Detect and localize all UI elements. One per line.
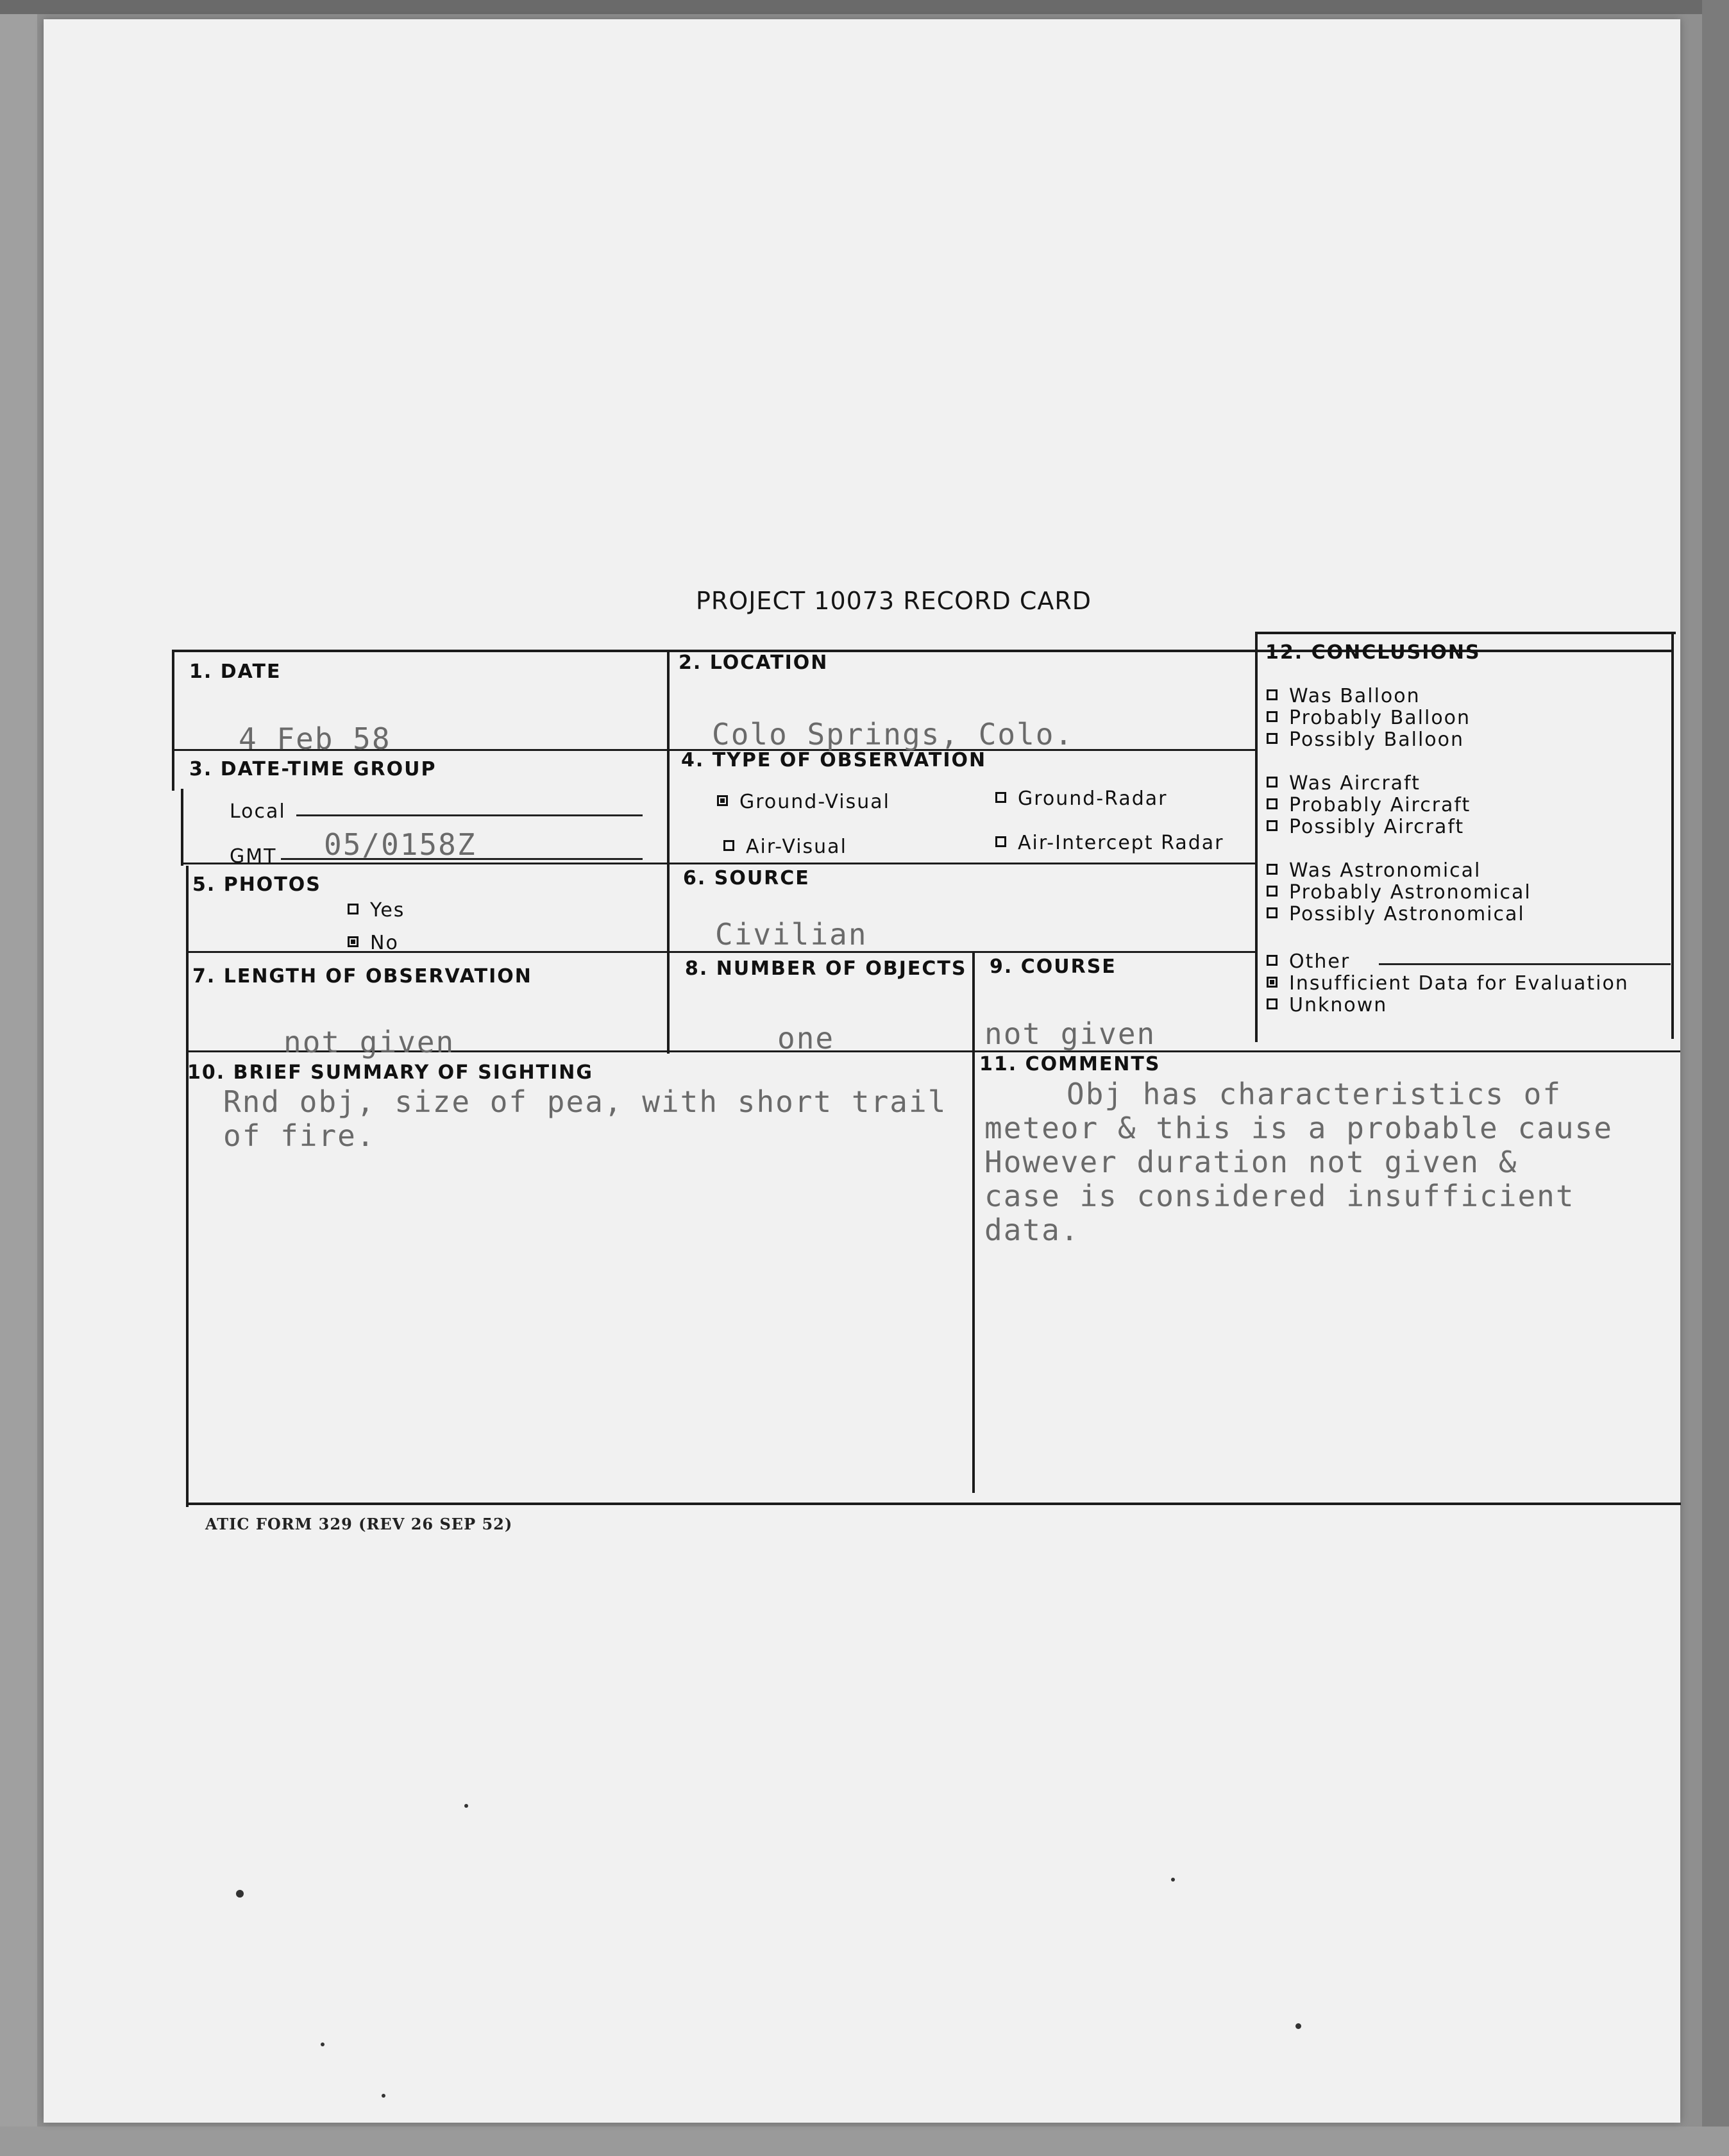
brief-summary-text [223, 1085, 947, 1153]
option-air-visual[interactable] [723, 836, 847, 858]
possibly-astronomical-checkbox[interactable] [1267, 907, 1278, 918]
air-visual-checkbox[interactable] [723, 840, 734, 851]
insufficient-data-checkbox[interactable] [1267, 977, 1278, 988]
conclusion-probably-astronomical[interactable] [1267, 881, 1531, 904]
comments-line-4: case is considered insufficient [984, 1179, 1575, 1213]
course-label: 9. COURSE [990, 956, 1117, 978]
location-value: Colo Springs, Colo. [712, 717, 1074, 752]
option-air-intercept-radar[interactable] [995, 832, 1224, 854]
photos-yes-checkbox[interactable] [348, 904, 358, 914]
other-checkbox[interactable] [1267, 955, 1278, 966]
probably-astronomical-checkbox[interactable] [1267, 886, 1278, 897]
number-of-objects-value: one [777, 1021, 835, 1056]
option-ground-radar[interactable] [995, 787, 1168, 810]
probably-balloon-label: Probably Balloon [1289, 707, 1471, 729]
air-intercept-radar-checkbox[interactable] [995, 836, 1006, 847]
date-time-group-label: 3. DATE-TIME GROUP [189, 758, 437, 780]
photos-label: 5. PHOTOS [192, 873, 321, 896]
scan-border-top [0, 0, 1729, 14]
conclusion-other[interactable] [1267, 950, 1350, 973]
comments-line-2: meteor & this is a probable cause [984, 1111, 1613, 1145]
divider-col1 [667, 650, 670, 1054]
source-label: 6. SOURCE [683, 867, 810, 889]
brief-summary-line-2: of fire. [223, 1118, 376, 1153]
local-label: Local [230, 800, 286, 823]
photos-yes-label: Yes [370, 899, 405, 922]
probably-astronomical-label: Probably Astronomical [1289, 881, 1531, 904]
comments-line-5: data. [984, 1213, 1080, 1247]
scan-border-left [0, 0, 37, 2156]
scan-speck [464, 1804, 468, 1808]
possibly-aircraft-checkbox[interactable] [1267, 820, 1278, 831]
conclusion-unknown[interactable] [1267, 994, 1387, 1016]
location-label: 2. LOCATION [679, 652, 829, 674]
other-line [1379, 963, 1671, 965]
scan-border-right [1702, 0, 1729, 2156]
conclusions-top-border [1255, 632, 1676, 634]
scan-speck [382, 2094, 385, 2098]
probably-balloon-checkbox[interactable] [1267, 711, 1278, 722]
conclusion-was-balloon[interactable] [1267, 685, 1421, 707]
form-bottom-border [188, 1503, 1681, 1505]
was-astronomical-label: Was Astronomical [1289, 859, 1481, 882]
scan-speck [1295, 2023, 1301, 2029]
option-photos-yes[interactable] [348, 899, 405, 922]
ground-visual-checkbox[interactable] [717, 795, 728, 806]
source-value: Civilian [715, 917, 868, 952]
was-balloon-checkbox[interactable] [1267, 689, 1278, 700]
ground-radar-checkbox[interactable] [995, 792, 1006, 803]
scan-border-bottom [0, 2127, 1729, 2156]
conclusion-insufficient-data[interactable] [1267, 972, 1629, 995]
length-of-observation-value: not given [283, 1025, 455, 1059]
option-photos-no[interactable] [348, 932, 399, 954]
brief-summary-line-1: Rnd obj, size of pea, with short trail [223, 1084, 947, 1119]
number-of-objects-label: 8. NUMBER OF OBJECTS [685, 957, 967, 980]
scan-speck [1171, 1878, 1175, 1882]
card-title: PROJECT 10073 RECORD CARD [696, 587, 1092, 615]
conclusion-possibly-balloon[interactable] [1267, 728, 1464, 751]
row-divider-2 [181, 863, 1255, 864]
option-ground-visual[interactable] [717, 791, 890, 813]
conclusion-probably-balloon[interactable] [1267, 707, 1471, 729]
probably-aircraft-label: Probably Aircraft [1289, 794, 1471, 816]
photos-no-label: No [370, 932, 399, 954]
ground-visual-label: Ground-Visual [739, 791, 890, 813]
possibly-balloon-checkbox[interactable] [1267, 733, 1278, 744]
air-intercept-radar-label: Air-Intercept Radar [1018, 832, 1224, 854]
date-label: 1. DATE [189, 661, 282, 683]
photos-no-checkbox[interactable] [348, 936, 358, 947]
gmt-value: 05/0158Z [324, 827, 477, 862]
type-of-observation-label: 4. TYPE OF OBSERVATION [681, 749, 987, 771]
length-of-observation-label: 7. LENGTH OF OBSERVATION [192, 965, 532, 988]
possibly-astronomical-label: Possibly Astronomical [1289, 903, 1525, 925]
other-label: Other [1289, 950, 1351, 973]
comments-line-3: However duration not given & [984, 1145, 1518, 1179]
divider-course-comments [972, 951, 975, 1493]
conclusions-label: 12. CONCLUSIONS [1265, 641, 1481, 664]
possibly-aircraft-label: Possibly Aircraft [1289, 816, 1465, 838]
conclusion-was-aircraft[interactable] [1267, 772, 1421, 795]
conclusion-possibly-astronomical[interactable] [1267, 903, 1525, 925]
unknown-label: Unknown [1289, 994, 1388, 1016]
gmt-label: GMT [230, 845, 277, 868]
form-identifier: ATIC FORM 329 (REV 26 SEP 52) [205, 1515, 513, 1533]
comments-text [984, 1077, 1613, 1247]
date-value: 4 Feb 58 [239, 721, 391, 756]
conclusion-probably-aircraft[interactable] [1267, 794, 1471, 816]
conclusion-was-astronomical[interactable] [1267, 859, 1481, 882]
form-left-border-top [172, 650, 174, 791]
possibly-balloon-label: Possibly Balloon [1289, 728, 1464, 751]
scan-speck [236, 1890, 244, 1898]
air-visual-label: Air-Visual [746, 836, 847, 858]
divider-conclusions [1255, 632, 1258, 1042]
was-aircraft-label: Was Aircraft [1289, 772, 1421, 795]
unknown-checkbox[interactable] [1267, 998, 1278, 1009]
form-left-border-bottom [186, 866, 189, 1507]
was-aircraft-checkbox[interactable] [1267, 777, 1278, 787]
form-left-border-mid [181, 789, 183, 866]
conclusion-possibly-aircraft[interactable] [1267, 816, 1464, 838]
insufficient-data-label: Insufficient Data for Evaluation [1289, 972, 1629, 995]
probably-aircraft-checkbox[interactable] [1267, 798, 1278, 809]
was-balloon-label: Was Balloon [1289, 685, 1421, 707]
course-value: not given [984, 1016, 1156, 1051]
scan-speck [321, 2042, 325, 2046]
ground-radar-label: Ground-Radar [1018, 787, 1168, 810]
brief-summary-label: 10. BRIEF SUMMARY OF SIGHTING [187, 1061, 593, 1084]
comments-line-1: Obj has characteristics of [1067, 1077, 1562, 1111]
was-astronomical-checkbox[interactable] [1267, 864, 1278, 875]
form-right-border [1671, 632, 1674, 1039]
local-line [296, 814, 643, 816]
comments-label: 11. COMMENTS [979, 1053, 1161, 1075]
